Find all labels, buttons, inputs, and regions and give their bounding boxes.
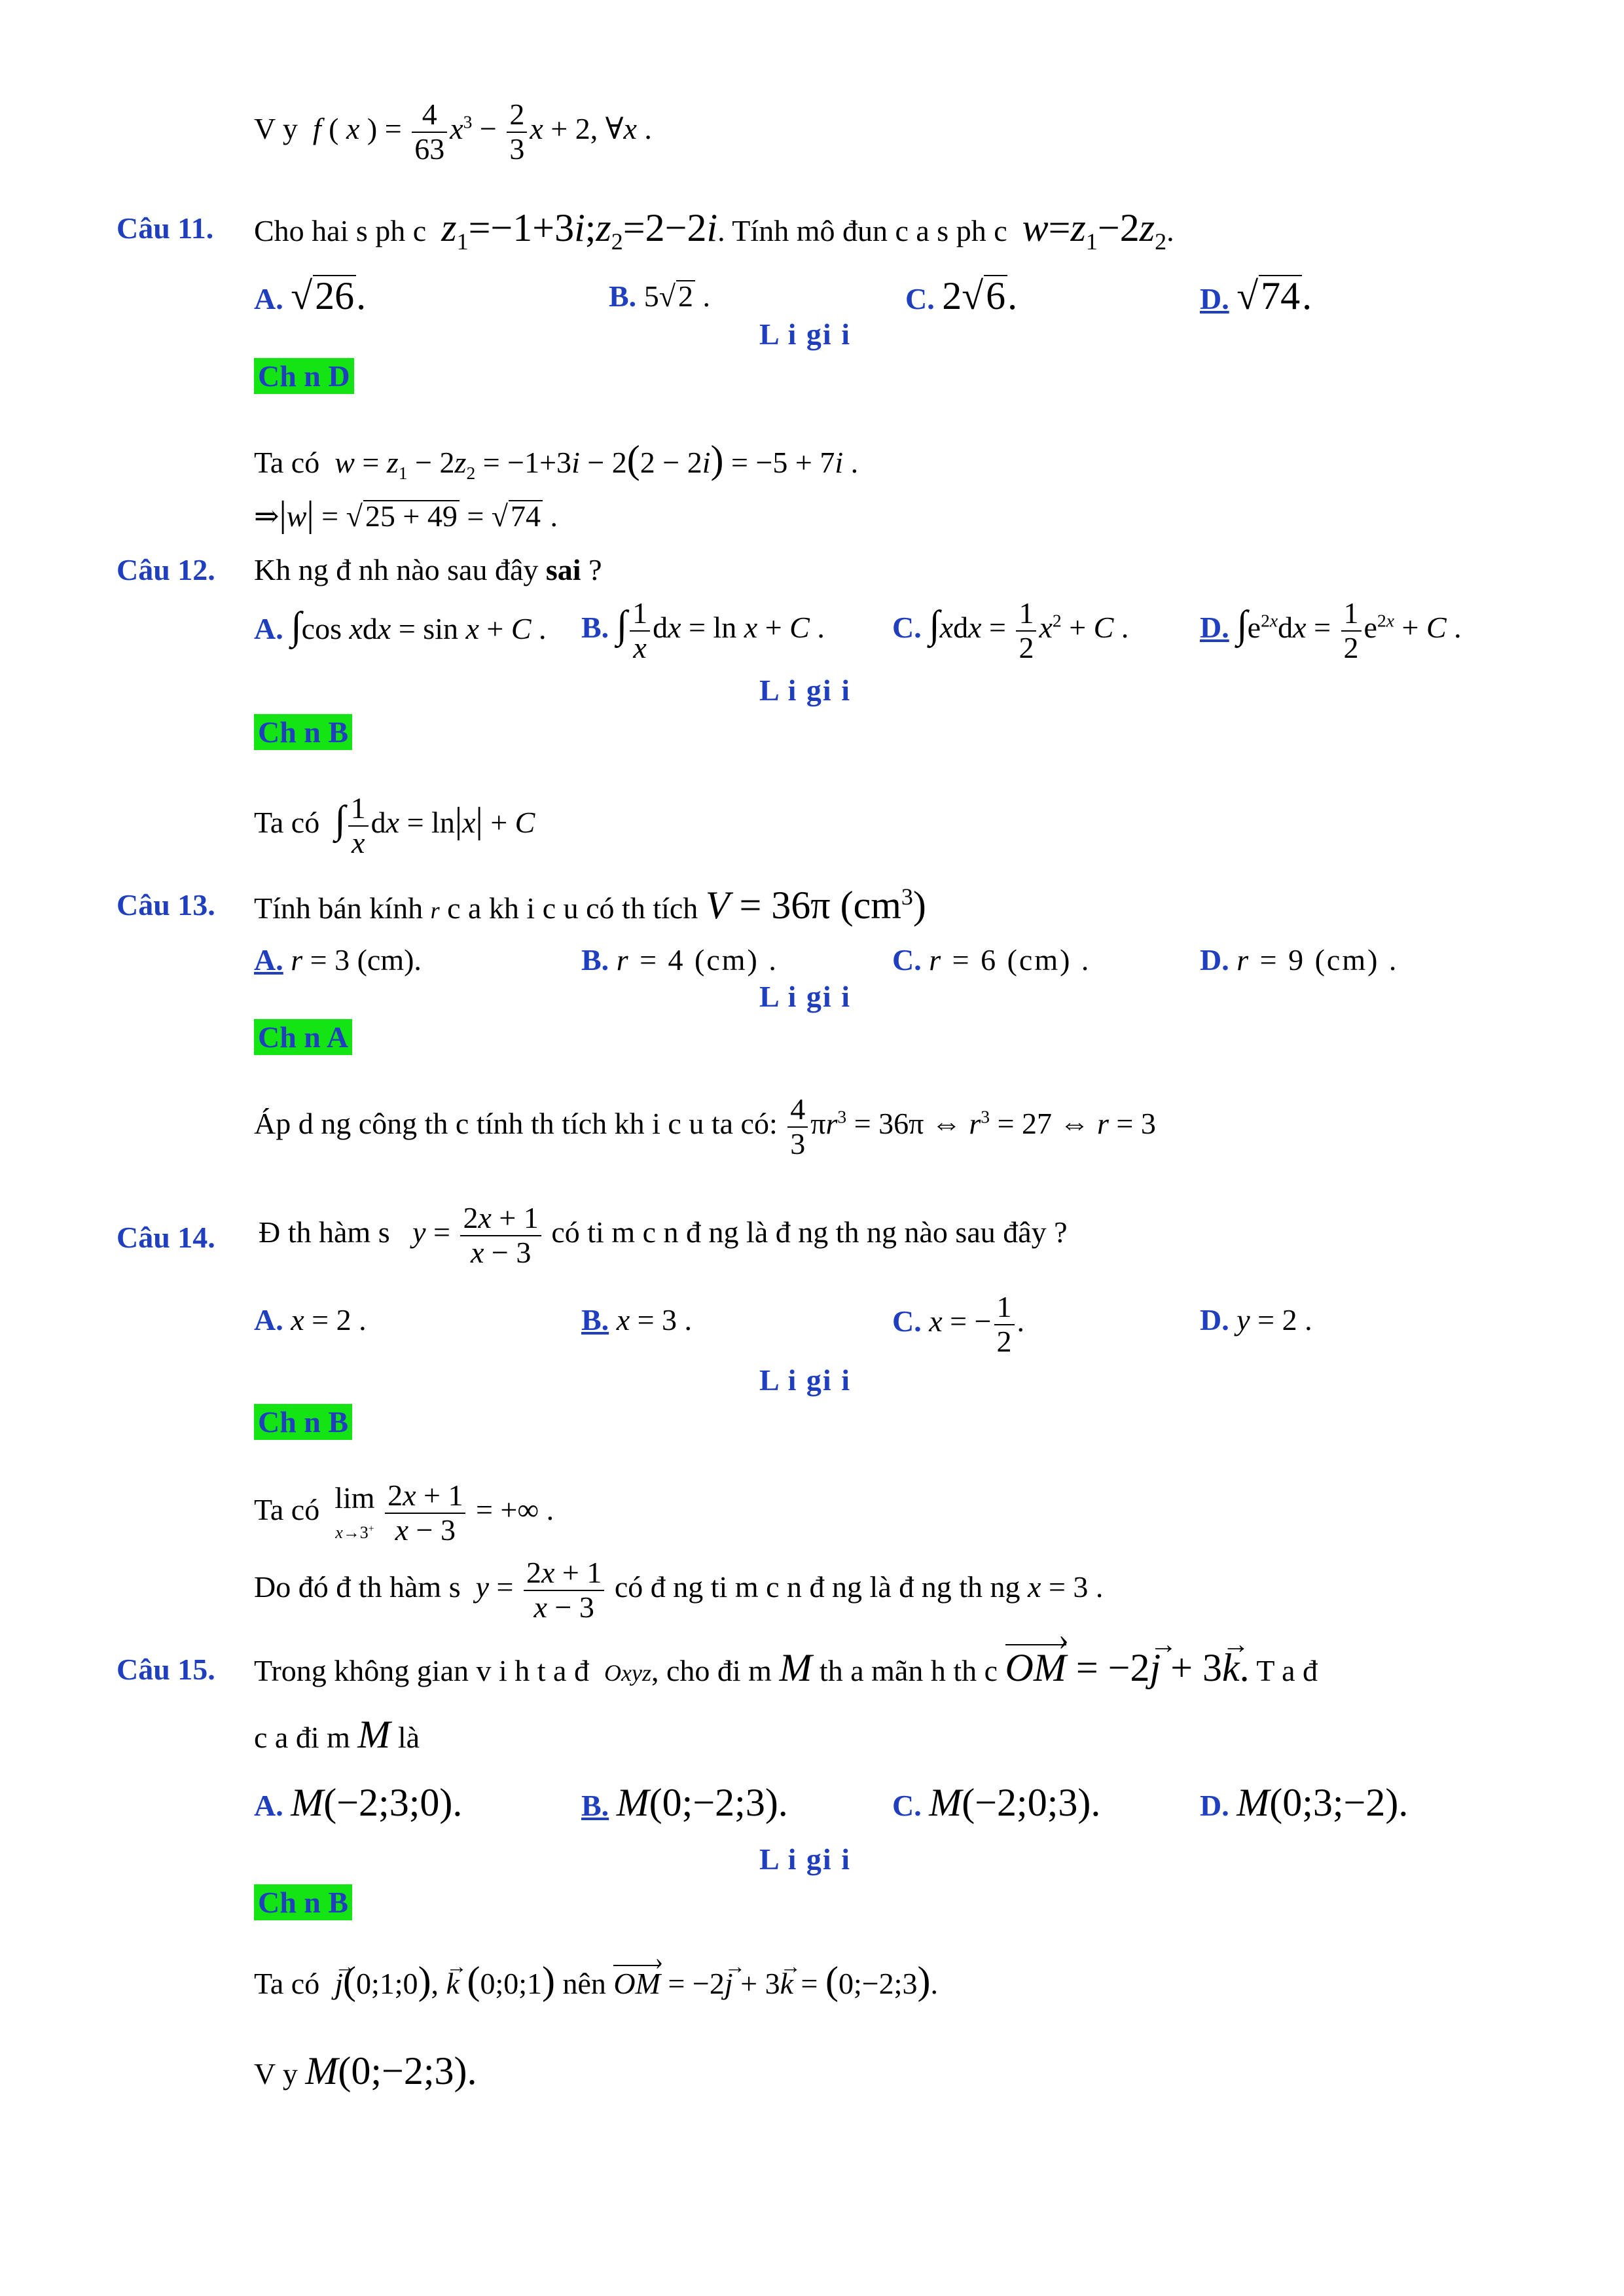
q12-option-a[interactable]: A. ∫cos xdx = sin x + C .	[254, 604, 547, 647]
intro-formula: f ( x ) = $\frac{4}{63}$ $x^3$ − $\frac{2}{3}$ x + 2, ∀x .	[312, 98, 652, 166]
q15-stem-line2: c a đi m M là	[254, 1713, 420, 1756]
q12-option-d[interactable]: D. $\int e^{2x}dx$ = $\frac{1}{2}$ $e^{2x} + C$ .	[1200, 596, 1462, 664]
q12-solution-line1: Ta có ∫ $\frac{1}{x}$ dx = ln|x| + C	[254, 791, 535, 859]
q11-solution-line2: ⇒|w| = √25 + 49 = √74 .	[254, 494, 558, 535]
q15-answer-badge: Ch n B	[254, 1888, 352, 1918]
q13-option-a[interactable]: A. r = 3 (cm).	[254, 943, 422, 977]
q13-solution-heading: L i gi i	[759, 980, 851, 1013]
q12-answer-badge: Ch n B	[254, 717, 352, 747]
q12-option-b[interactable]: B. ∫ $\frac{1}{x}$ dx = ln x + C .	[581, 596, 825, 664]
q14-answer-badge: Ch n B	[254, 1407, 352, 1437]
q11-row	[117, 213, 213, 243]
q11-text-a: Cho hai s ph c	[254, 214, 427, 247]
q13-stem: Tính bán kính r c a kh i c u có th tích V = 36π $(cm^3)$	[254, 884, 926, 927]
q15-conclusion: V y M(0;−2;3).	[254, 2049, 477, 2092]
q11-option-b[interactable]: B. 5√2 .	[609, 279, 710, 313]
q15-option-a[interactable]: A. M(−2;3;0).	[254, 1781, 463, 1824]
q15-option-b[interactable]: B. M(0;−2;3).	[581, 1781, 788, 1824]
q13-answer-badge: Ch n A	[254, 1022, 352, 1052]
q13-row	[117, 890, 215, 920]
q15-option-d[interactable]: D. M(0;3;−2).	[1200, 1781, 1409, 1824]
q15-solution-line1: Ta có → j(0;1;0), → k (0;0;1) nên OM › = −2→ j + 3→ k = (0;−2;3).	[254, 1961, 938, 2000]
intro-line	[254, 98, 652, 166]
q11-w-formula: $w=z_1-2z_2$	[1022, 206, 1167, 255]
q13-option-c[interactable]: C. r = 6 (cm) .	[892, 943, 1091, 977]
q11-solution-line1: Ta có $w = z_1 - 2z_2 = -1+3i - 2(2 - 2i) = -5 + 7i$ .	[254, 438, 859, 484]
q12-solution-heading: L i gi i	[759, 673, 851, 707]
q13-solution-line1: Áp d ng công th c tính th tích kh i c u ta có: $\frac{4}{3}$ $\pi r^3 = 36\pi$ ⇔ $r^3 = 27$ ⇔ r = 3	[254, 1092, 1156, 1160]
q15-solution-heading: L i gi i	[759, 1842, 851, 1876]
intro-label: V y	[254, 112, 298, 146]
q11-stem: Cho hai s ph c $z_1=-1+3i;z_2=2-2i$. Tính mô đun c a s ph c $w=z_1-2z_2$.	[254, 206, 1174, 255]
q11-text-b: . Tính mô đun c a s ph c	[717, 214, 1007, 247]
q15-option-c[interactable]: C. M(−2;0;3).	[892, 1781, 1101, 1824]
q11-option-c[interactable]: C. 2√6.	[905, 274, 1018, 317]
q14-solution-line2: Do đó đ th hàm s y = $\frac{2x + 1}{x - 3}$ có đ ng ti m c n đ ng là đ ng th ng x = 3 .	[254, 1556, 1104, 1624]
q14-option-b[interactable]: B. x = 3 .	[581, 1303, 693, 1336]
q14-solution-line1: Ta có lim x→3+ $\frac{2x + 1}{x - 3}$ = +∞ .	[254, 1479, 554, 1547]
q14-option-c[interactable]: C. x = − $\frac{1}{2}$ .	[892, 1290, 1025, 1358]
q13-number: Câu 13.	[117, 888, 215, 922]
q13-option-d[interactable]: D. r = 9 (cm) .	[1200, 943, 1399, 977]
q11-solution-heading: L i gi i	[759, 317, 851, 351]
q11-answer-badge: Ch n D	[254, 361, 354, 391]
q13-option-b[interactable]: B. r = 4 (cm) .	[581, 943, 778, 977]
q14-stem: Đ th hàm s y = $\frac{2x + 1}{x - 3}$ có ti m c n đ ng là đ ng th ng nào sau đây ?	[259, 1201, 1068, 1269]
q11-z-formula: $z_1=-1+3i;z_2=2-2i$	[441, 206, 718, 255]
q12-stem: Kh ng đ nh nào sau đây sai ?	[254, 553, 602, 586]
q14-row	[117, 1223, 215, 1253]
q15-row	[117, 1655, 215, 1685]
q11-option-a[interactable]: A. √26.	[254, 274, 367, 317]
q11-number: Câu 11.	[117, 211, 214, 245]
q14-option-a[interactable]: A. x = 2 .	[254, 1303, 367, 1336]
q14-solution-heading: L i gi i	[759, 1363, 851, 1397]
q12-option-c[interactable]: C. ∫xdx = $\frac{1}{2}$ $x^2 + C$ .	[892, 596, 1129, 664]
q14-option-d[interactable]: D. y = 2 .	[1200, 1303, 1312, 1336]
q15-number: Câu 15.	[117, 1653, 215, 1686]
q11-option-d[interactable]: D. √74.	[1200, 274, 1312, 317]
q15-stem-line1: Trong không gian v i h t a đ Oxyz, cho đi m M th a mãn h th c OM › = −2→ j + 3→ k. T a đ	[254, 1648, 1318, 1687]
q12-row	[117, 555, 215, 585]
q14-number: Câu 14.	[117, 1221, 215, 1254]
q12-number: Câu 12.	[117, 553, 215, 586]
